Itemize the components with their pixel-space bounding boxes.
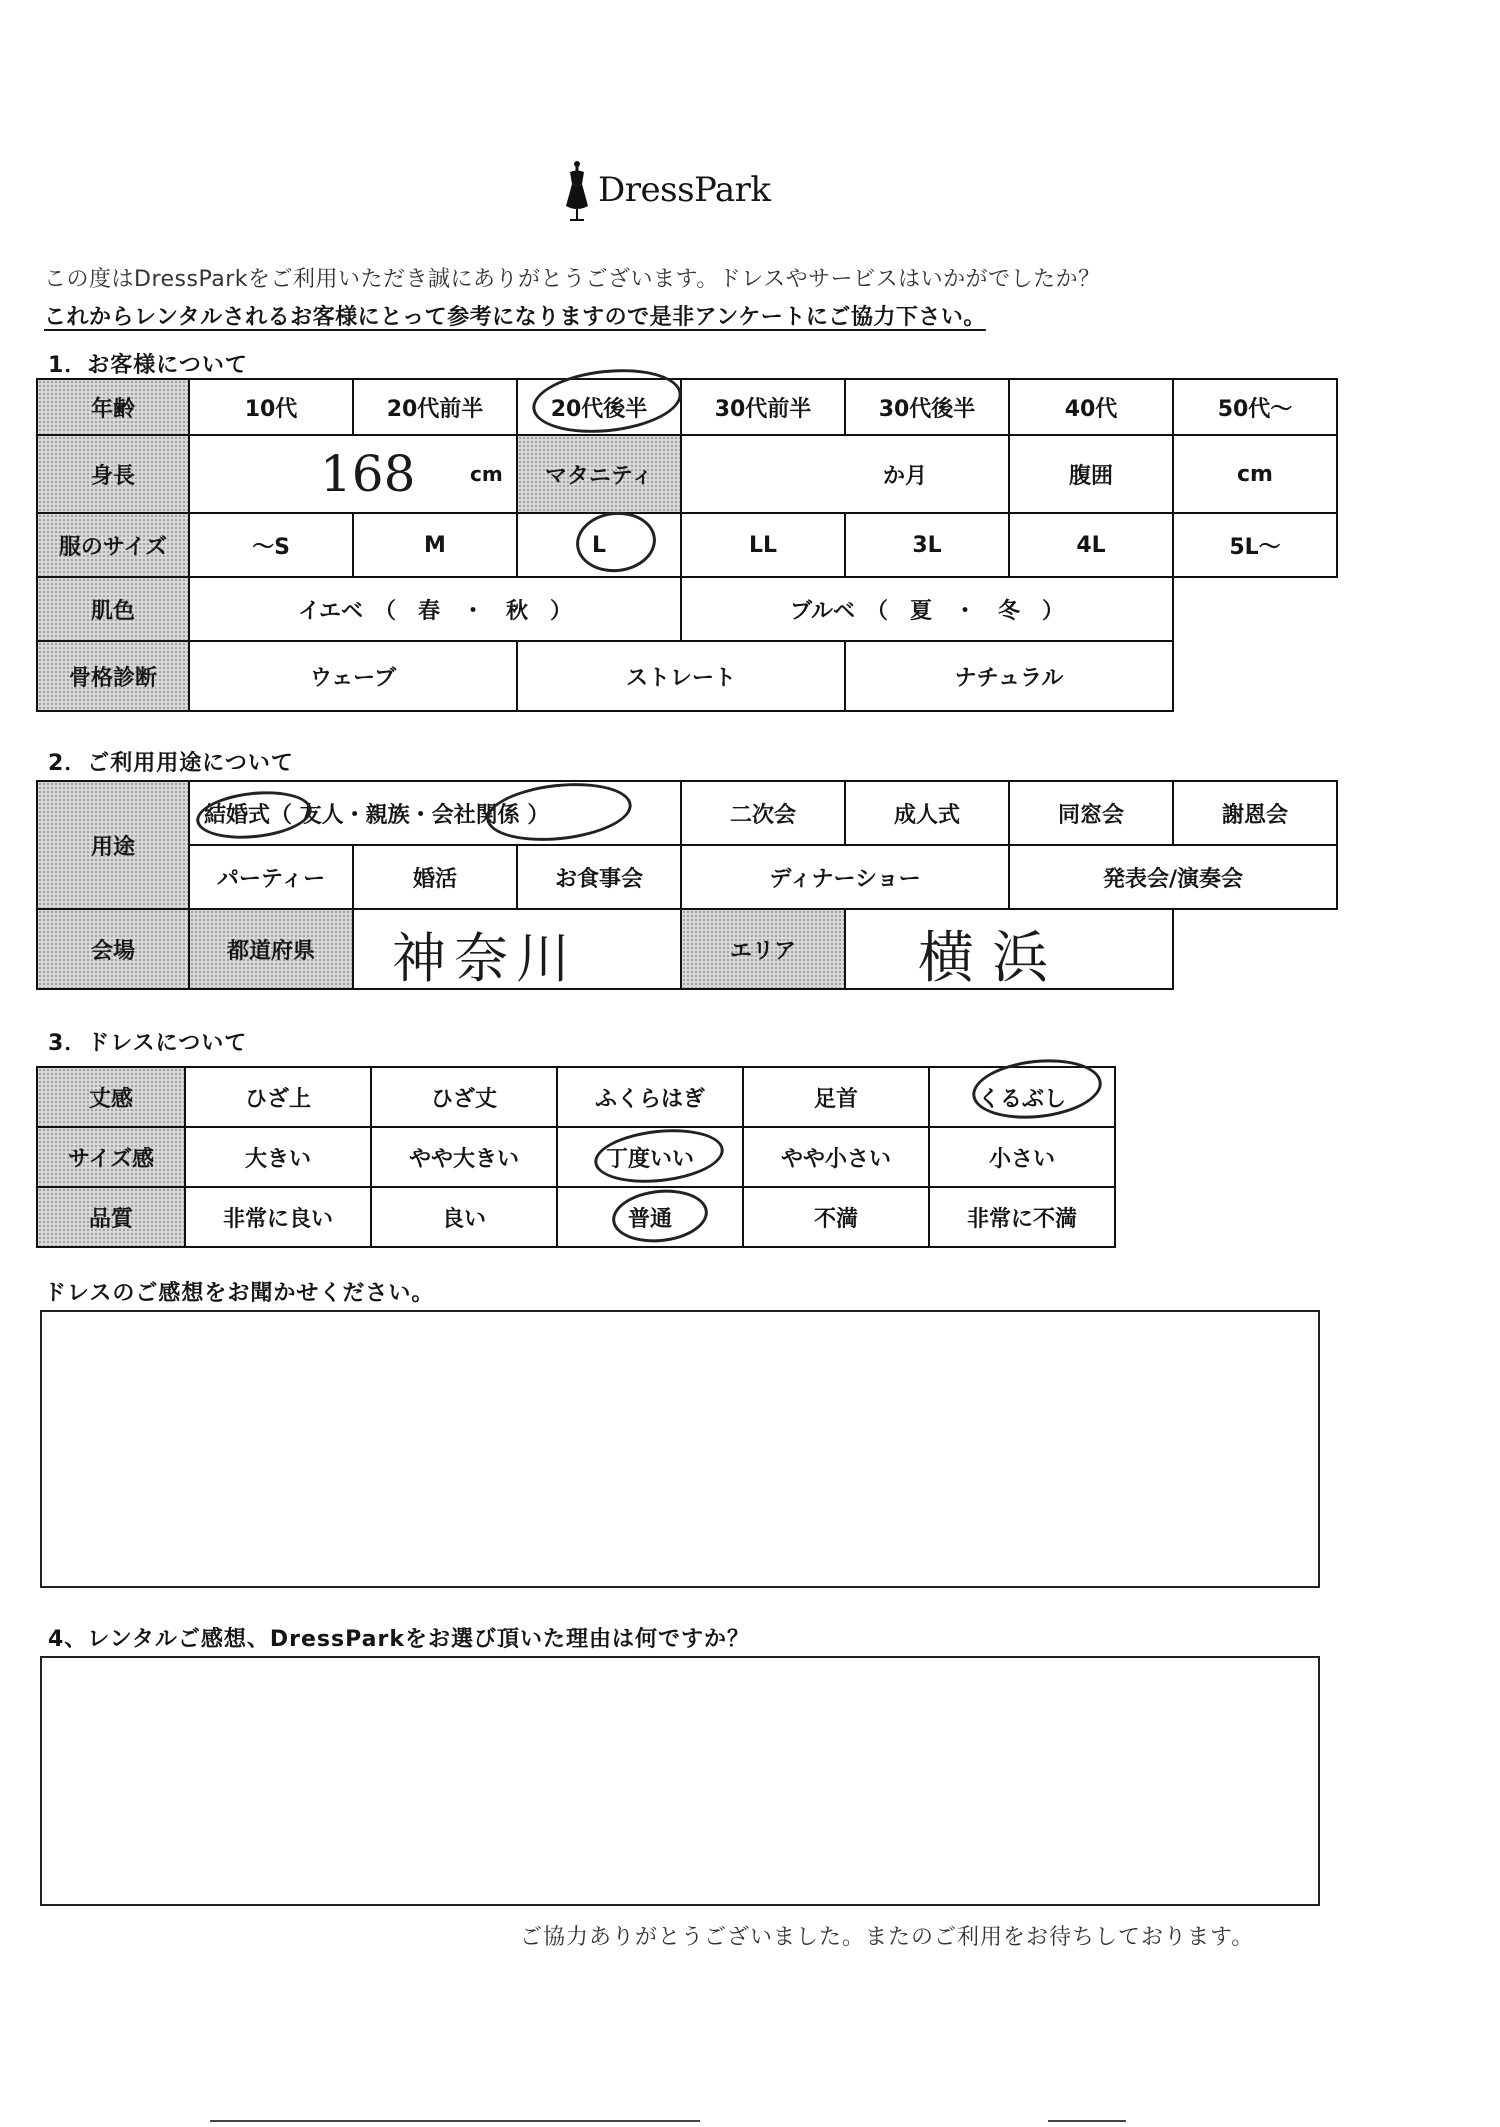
age-option-selected[interactable]: 20代後半 — [516, 378, 682, 436]
size-option[interactable]: LL — [680, 512, 846, 578]
size-option[interactable]: ～S — [188, 512, 354, 578]
size-option[interactable]: M — [352, 512, 518, 578]
purpose-option[interactable]: お食事会 — [516, 844, 682, 910]
thanks-message: ご協力ありがとうございました。またのご利用をお待ちしております。 — [520, 1925, 1255, 1950]
size-option[interactable]: 5L～ — [1172, 512, 1338, 578]
age-option[interactable]: 30代前半 — [680, 378, 846, 436]
footer-rule — [210, 2120, 700, 2122]
quality-option[interactable]: 非常に不満 — [928, 1186, 1116, 1248]
fit-option[interactable]: 小さい — [928, 1126, 1116, 1188]
fit-label: サイズ感 — [36, 1126, 186, 1188]
rental-comment-box[interactable] — [40, 1656, 1320, 1906]
purpose-option[interactable]: ディナーショー — [680, 844, 1010, 910]
maternity-months-field[interactable] — [680, 434, 1010, 514]
size-option-selected[interactable]: L — [516, 512, 682, 578]
skeleton-label: 骨格診断 — [36, 640, 190, 712]
dress-form-icon — [562, 160, 592, 224]
purpose-option[interactable]: 二次会 — [680, 780, 846, 846]
length-label: 丈感 — [36, 1066, 186, 1128]
height-unit: cm — [470, 462, 503, 486]
size-option[interactable]: 4L — [1008, 512, 1174, 578]
length-option[interactable]: 足首 — [742, 1066, 930, 1128]
months-unit: か月 — [882, 463, 927, 489]
skin-yellow-base[interactable]: イエベ （ 春 ・ 秋 ） — [188, 576, 682, 642]
age-option[interactable]: 10代 — [188, 378, 354, 436]
quality-option[interactable]: 良い — [370, 1186, 558, 1248]
dresspark-logo — [560, 160, 800, 230]
prefecture-label: 都道府県 — [188, 908, 354, 990]
length-option-selected[interactable]: くるぶし — [928, 1066, 1116, 1128]
dress-comment-box[interactable] — [40, 1310, 1320, 1588]
size-label: 服のサイズ — [36, 512, 190, 578]
section3-title: 3．ドレスについて — [48, 1031, 248, 1056]
height-label: 身長 — [36, 434, 190, 514]
section2-title: 2．ご利用用途について — [48, 751, 294, 776]
dress-comment-prompt: ドレスのご感想をお聞かせください。 — [44, 1281, 435, 1306]
purpose-option[interactable]: 成人式 — [844, 780, 1010, 846]
length-option[interactable]: ひざ上 — [184, 1066, 372, 1128]
height-handwritten-value: 168 — [320, 445, 416, 503]
waist-unit: cm — [1237, 461, 1273, 487]
purpose-option[interactable]: 同窓会 — [1008, 780, 1174, 846]
quality-label: 品質 — [36, 1186, 186, 1248]
waist-field[interactable] — [1172, 434, 1338, 514]
length-option[interactable]: ひざ丈 — [370, 1066, 558, 1128]
length-option[interactable]: ふくらはぎ — [556, 1066, 744, 1128]
age-option[interactable]: 40代 — [1008, 378, 1174, 436]
size-option[interactable]: 3L — [844, 512, 1010, 578]
quality-option[interactable]: 非常に良い — [184, 1186, 372, 1248]
section4-title: 4、レンタルご感想、DressParkをお選び頂いた理由は何ですか？ — [48, 1627, 750, 1652]
footer-rule — [1048, 2120, 1126, 2122]
section1-title: 1．お客様について — [48, 353, 248, 378]
fit-option-selected[interactable]: 丁度いい — [556, 1126, 744, 1188]
age-label: 年齢 — [36, 378, 190, 436]
skin-blue-base[interactable]: ブルベ （ 夏 ・ 冬 ） — [680, 576, 1174, 642]
area-handwritten-value: 横浜 — [918, 926, 1066, 991]
area-label: エリア — [680, 908, 846, 990]
purpose-option[interactable]: パーティー — [188, 844, 354, 910]
logo-text: DressPark — [598, 170, 771, 210]
intro-text: この度はDressParkをご利用いただき誠にありがとうございます。ドレスやサービスはいかがでしたか？ — [44, 267, 1101, 292]
fit-option[interactable]: やや大きい — [370, 1126, 558, 1188]
skeleton-option[interactable]: ストレート — [516, 640, 846, 712]
fit-option[interactable]: 大きい — [184, 1126, 372, 1188]
purpose-label: 用途 — [36, 780, 190, 910]
wedding-option[interactable]: 結婚式（ 友人・親族・会社関係 ） — [188, 780, 682, 846]
quality-option-selected[interactable]: 普通 — [556, 1186, 744, 1248]
purpose-option[interactable]: 発表会/演奏会 — [1008, 844, 1338, 910]
purpose-option[interactable]: 謝恩会 — [1172, 780, 1338, 846]
prefecture-handwritten-value: 神奈川 — [392, 927, 578, 990]
skeleton-option[interactable]: ウェーブ — [188, 640, 518, 712]
age-option[interactable]: 30代後半 — [844, 378, 1010, 436]
venue-label: 会場 — [36, 908, 190, 990]
skin-label: 肌色 — [36, 576, 190, 642]
age-option[interactable]: 20代前半 — [352, 378, 518, 436]
maternity-label: マタニティ — [516, 434, 682, 514]
waist-label: 腹囲 — [1008, 434, 1174, 514]
age-option[interactable]: 50代～ — [1172, 378, 1338, 436]
skeleton-option[interactable]: ナチュラル — [844, 640, 1174, 712]
fit-option[interactable]: やや小さい — [742, 1126, 930, 1188]
quality-option[interactable]: 不満 — [742, 1186, 930, 1248]
intro-request: これからレンタルされるお客様にとって参考になりますので是非アンケートにご協力下さい。 — [44, 305, 986, 330]
purpose-option[interactable]: 婚活 — [352, 844, 518, 910]
